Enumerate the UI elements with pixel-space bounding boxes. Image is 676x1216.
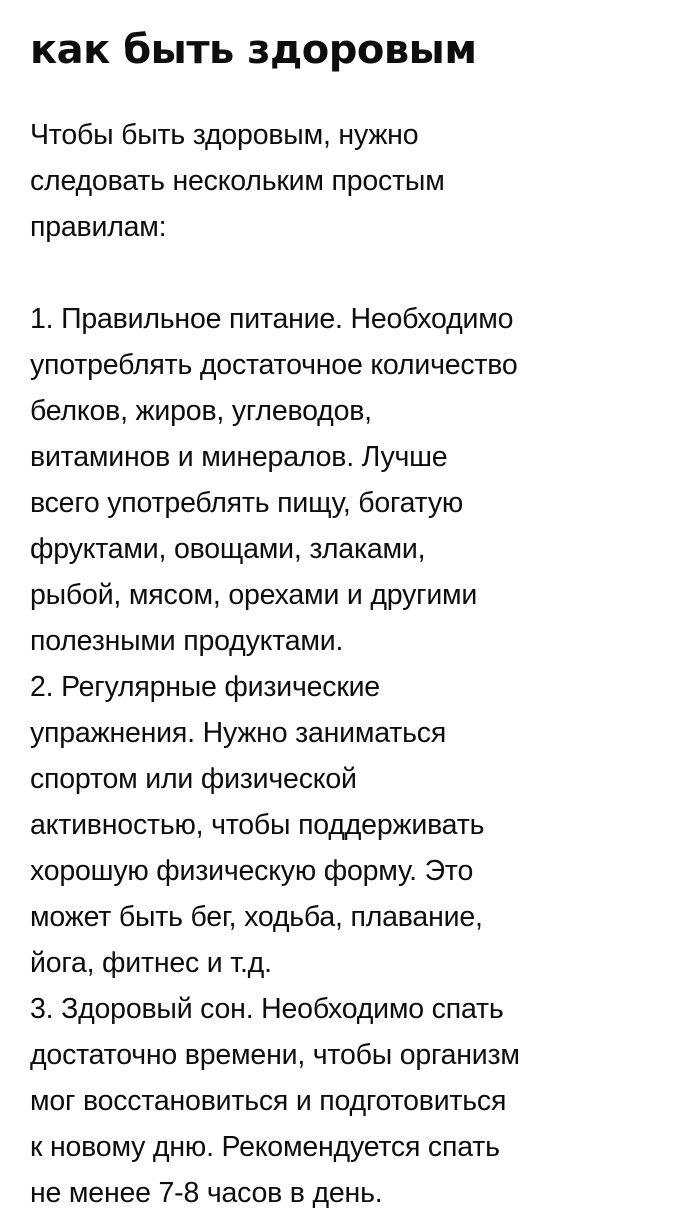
rule-line: спортом или физической <box>30 763 357 795</box>
rule-line: 2. Регулярные физические <box>30 671 380 703</box>
rule-line: полезными продуктами. <box>30 625 344 657</box>
article-body <box>30 112 670 1216</box>
rule-line: йога, фитнес и т.д. <box>30 947 272 979</box>
rule-line: витаминов и минералов. Лучше <box>30 441 448 473</box>
rule-nutrition <box>30 296 670 664</box>
rule-line: 3. Здоровый сон. Необходимо спать <box>30 993 504 1025</box>
intro-line: Чтобы быть здоровым, нужно <box>30 119 419 151</box>
intro-paragraph <box>30 112 670 250</box>
rule-line: упражнения. Нужно заниматься <box>30 717 447 749</box>
rule-line: хорошую физическую форму. Это <box>30 855 474 887</box>
rule-exercise <box>30 664 670 986</box>
rule-line: белков, жиров, углеводов, <box>30 395 372 427</box>
rule-line: достаточно времени, чтобы организм <box>30 1039 520 1071</box>
rule-line: активностью, чтобы поддерживать <box>30 809 485 841</box>
rule-line: рыбой, мясом, орехами и другими <box>30 579 478 611</box>
rule-sleep <box>30 986 670 1216</box>
rule-line: может быть бег, ходьба, плавание, <box>30 901 483 933</box>
rule-line: всего употреблять пищу, богатую <box>30 487 464 519</box>
paragraph-spacer <box>30 250 670 296</box>
rule-line: 1. Правильное питание. Необходимо <box>30 303 514 335</box>
rule-line: употреблять достаточное количество <box>30 349 518 381</box>
rule-line: фруктами, овощами, злаками, <box>30 533 426 565</box>
rule-line: не менее 7-8 часов в день. <box>30 1177 383 1209</box>
page-title: как быть здоровым <box>30 27 477 73</box>
rule-line: мог восстановиться и подготовиться <box>30 1085 507 1117</box>
intro-line: следовать нескольким простым <box>30 165 445 197</box>
rule-line: к новому дню. Рекомендуется спать <box>30 1131 500 1163</box>
intro-line: правилам: <box>30 211 167 243</box>
